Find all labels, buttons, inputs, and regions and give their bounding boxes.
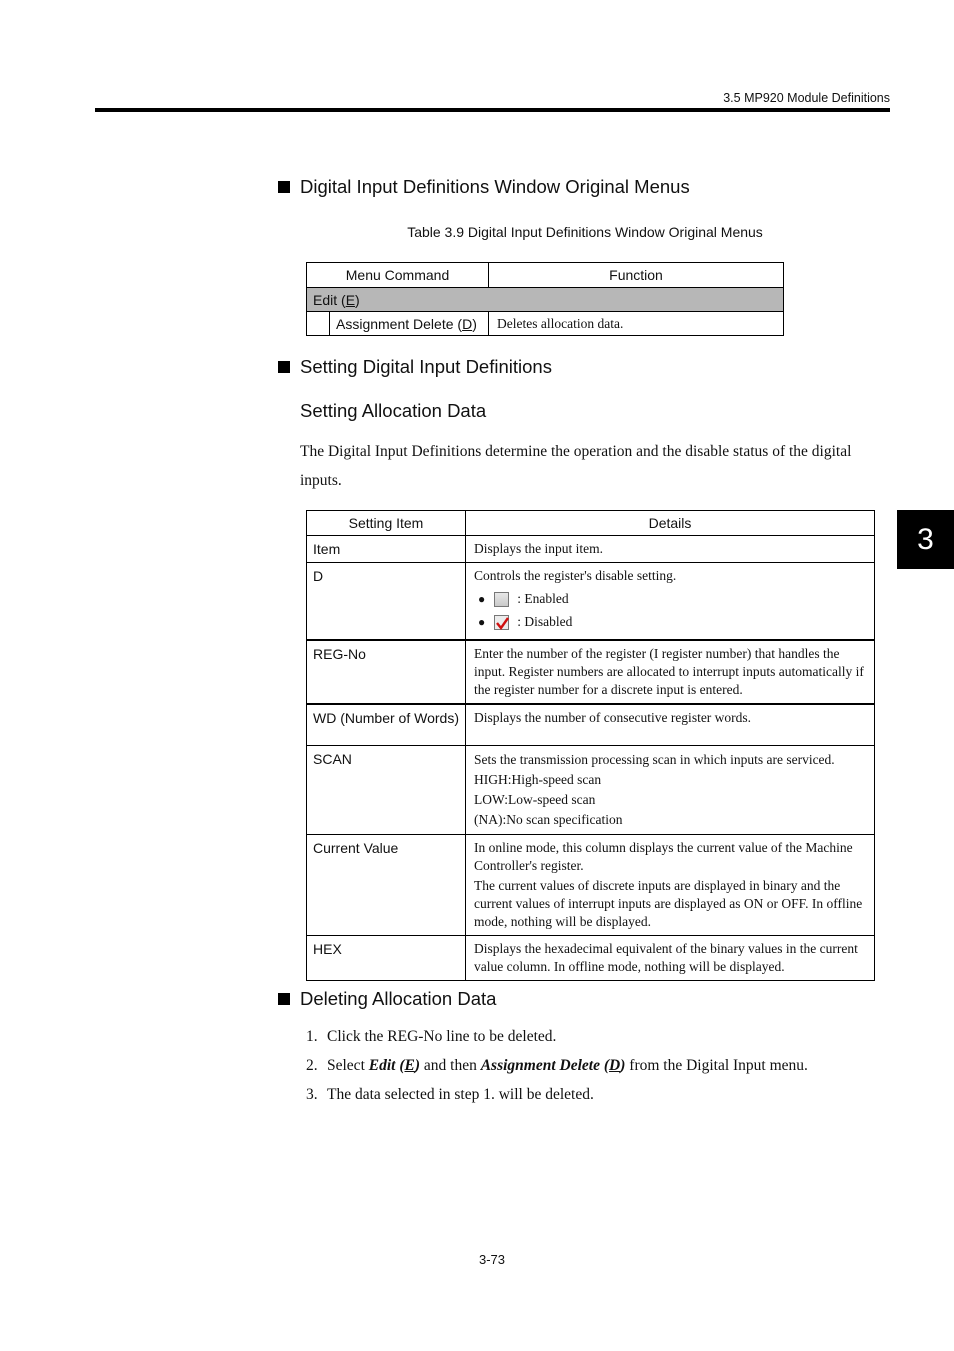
- details-line: Sets the transmission processing scan in which inputs are serviced.: [474, 752, 835, 767]
- section-heading-setting: [278, 356, 552, 378]
- step-text: Click the REG-No line to be deleted.: [327, 1028, 557, 1045]
- access-key: D: [462, 315, 473, 332]
- table-row: [307, 563, 875, 640]
- list-item: [306, 1057, 808, 1086]
- chapter-tab: 3: [897, 510, 954, 569]
- steps-list: [306, 1028, 808, 1115]
- setting-details: [466, 563, 875, 640]
- setting-item: SCAN: [307, 746, 466, 835]
- details-line: Controls the register's disable setting.: [474, 568, 677, 583]
- details-line: (NA):No scan specification: [474, 812, 623, 827]
- bullet-icon: ●: [478, 615, 486, 629]
- page-number: 3-73: [478, 1252, 506, 1267]
- setting-details: [466, 835, 875, 936]
- menu-table: [306, 262, 784, 336]
- settings-table: [306, 510, 875, 981]
- table-row: [307, 936, 875, 981]
- setting-item: REG-No: [307, 640, 466, 704]
- running-head: 3.5 MP920 Module Definitions: [723, 91, 890, 105]
- details-line: HIGH:High-speed scan: [474, 772, 602, 787]
- access-key: E: [345, 291, 356, 308]
- setting-item: Current Value: [307, 835, 466, 936]
- setting-details: Displays the input item.: [466, 536, 875, 563]
- setting-details: Displays the number of consecutive register words.: [466, 704, 875, 746]
- setting-item: HEX: [307, 936, 466, 981]
- column-header-function: Function: [489, 263, 784, 288]
- list-item: ● : Enabled: [478, 591, 569, 606]
- table-row: [307, 536, 875, 563]
- checkbox-disabled-icon: [494, 615, 509, 630]
- step-number: 3.: [306, 1086, 318, 1103]
- table-row: [307, 704, 875, 746]
- menu-command-row: [307, 312, 784, 336]
- list-item: [306, 1086, 808, 1115]
- menu-function-text: Deletes allocation data.: [489, 312, 784, 336]
- column-header-details: Details: [466, 511, 875, 536]
- checkbox-enabled-icon: [494, 592, 509, 607]
- body-paragraph: The Digital Input Definitions determine the operation and the disable status of the digital inputs.: [300, 443, 852, 489]
- setting-details: Displays the hexadecimal equivalent of the binary values in the current value column. In offline mode, nothing will be displayed.: [466, 936, 875, 981]
- step-number: 1.: [306, 1028, 318, 1045]
- column-header-setting-item: Setting Item: [307, 511, 466, 536]
- section-heading-text: Digital Input Definitions Window Original Menus: [300, 176, 690, 197]
- details-line: The current values of discrete inputs are displayed in binary and the current values of interrupt inputs are displayed as ON or OFF. In offline mode, nothing will be displayed.: [474, 878, 863, 929]
- subheading: Setting Allocation Data: [300, 400, 487, 421]
- indent-cell: [307, 312, 330, 336]
- step-number: 2.: [306, 1057, 318, 1074]
- section-heading-menus: [278, 176, 690, 198]
- setting-item: D: [307, 563, 466, 640]
- menu-group-edit: Edit (E): [307, 288, 784, 312]
- table-row: [307, 746, 875, 835]
- square-bullet-icon: [278, 361, 290, 373]
- section-heading-deleting: [278, 988, 496, 1010]
- section-heading-text: Deleting Allocation Data: [300, 988, 497, 1009]
- table-row: [307, 835, 875, 936]
- section-heading-text: Setting Digital Input Definitions: [300, 356, 552, 377]
- menu-group-row: [307, 288, 784, 312]
- table-caption: Table 3.9 Digital Input Definitions Window Original Menus: [407, 224, 763, 240]
- square-bullet-icon: [278, 993, 290, 1005]
- menu-command-assignment-delete: Assignment Delete (D): [330, 312, 489, 336]
- list-item: ● : Disabled: [478, 614, 573, 629]
- setting-details: [466, 746, 875, 835]
- column-header-menu-command: Menu Command: [307, 263, 489, 288]
- step-text: Select Edit (E) and then Assignment Delete (D) from the Digital Input menu.: [327, 1057, 808, 1074]
- details-line: LOW:Low-speed scan: [474, 792, 596, 807]
- setting-details: Enter the number of the register (I register number) that handles the input. Register numbers are allocated to interrupt inputs automatically if the register number for a discrete input is entered.: [466, 640, 875, 704]
- table-row: [307, 640, 875, 704]
- step-text: The data selected in step 1. will be deleted.: [327, 1086, 594, 1103]
- setting-item: WD (Number of Words): [307, 704, 466, 746]
- square-bullet-icon: [278, 181, 290, 193]
- setting-item: Item: [307, 536, 466, 563]
- header-rule: [95, 108, 890, 112]
- bullet-icon: ●: [478, 592, 486, 606]
- details-line: In online mode, this column displays the current value of the Machine Controller's register.: [474, 840, 853, 873]
- list-item: [306, 1028, 808, 1057]
